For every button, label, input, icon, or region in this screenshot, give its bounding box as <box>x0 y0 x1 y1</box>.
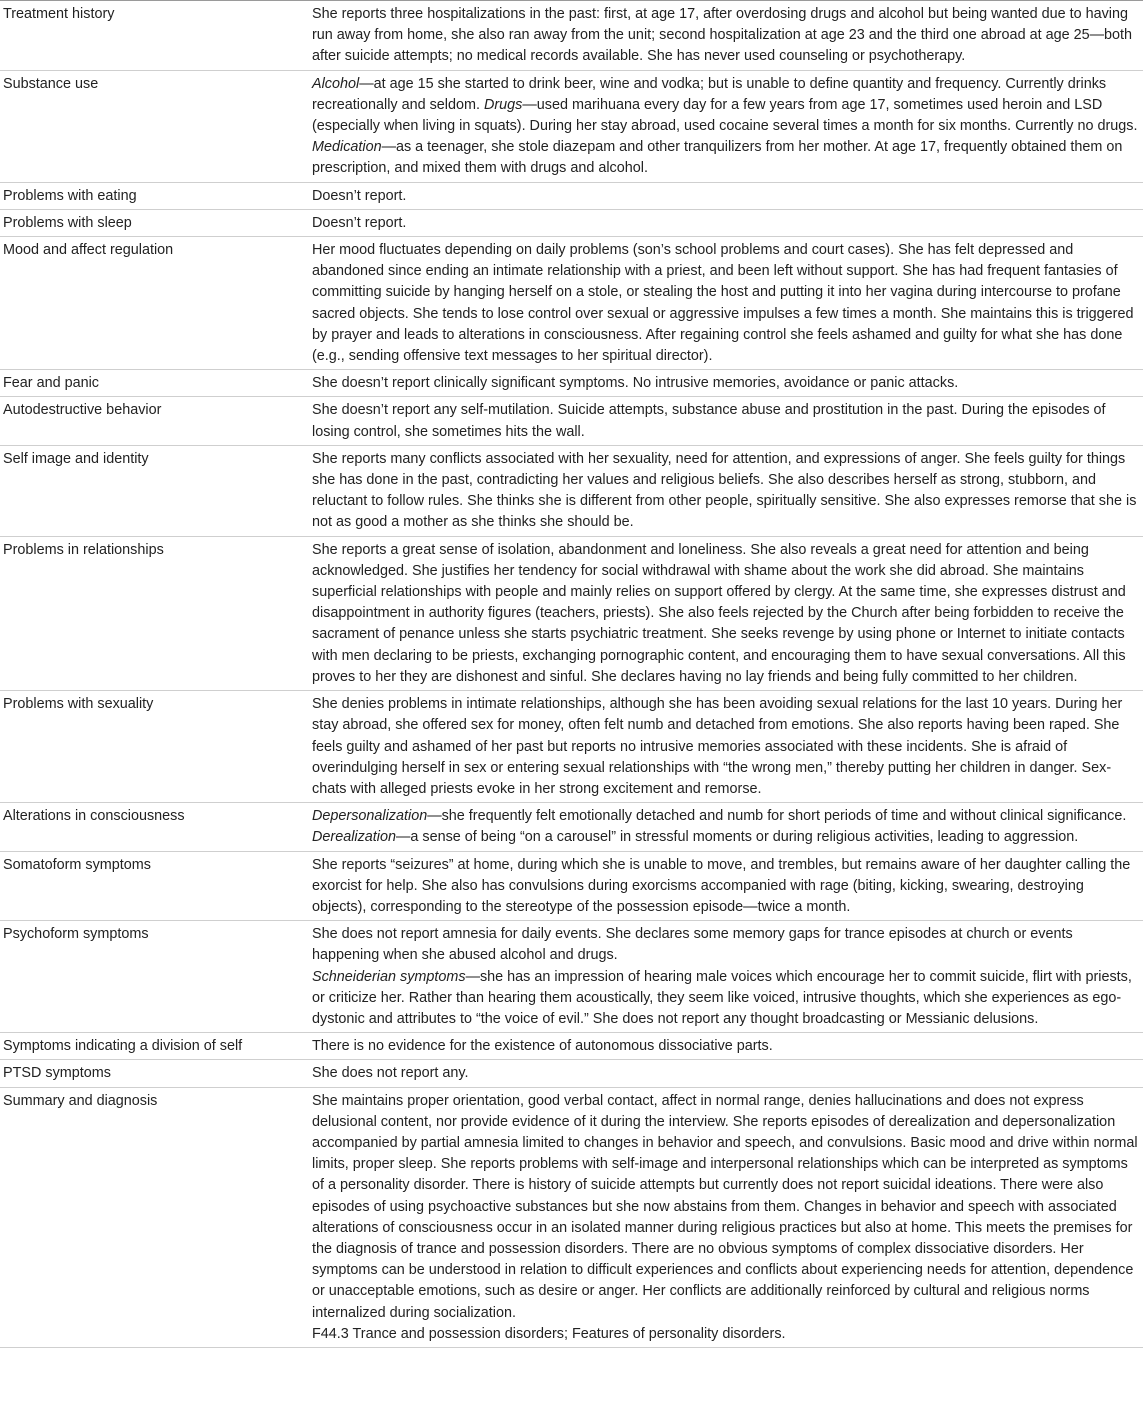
table-row <box>0 1 1143 71</box>
description-text: There is no evidence for the existence of autonomous dissociative parts. <box>312 1038 773 1055</box>
table-row <box>0 1033 1143 1060</box>
row-label: Problems with sexuality <box>3 696 154 713</box>
description-paragraph <box>312 694 1140 800</box>
italic-term: Alcohol <box>312 75 360 92</box>
description-text: —she frequently felt emotionally detached and numb for short periods of time and without clinical significance. <box>427 808 1127 825</box>
italic-term: Medication <box>312 139 382 156</box>
description-paragraph <box>312 449 1140 534</box>
table-row <box>0 445 1143 536</box>
description-text: Doesn’t report. <box>312 214 407 231</box>
description-paragraph <box>312 1324 1140 1345</box>
description-paragraph <box>312 967 1140 1031</box>
description-paragraph <box>312 213 1140 234</box>
row-description <box>310 370 1143 397</box>
description-text: She maintains proper orientation, good verbal contact, affect in normal range, denies hallucinations and does not express delusional content, nor provide evidence of it during the interview. She reports episodes of derealization and depersonalization accompanied by partial amnesia limited to changes in behavior and speech, and convulsions. Basic mood and drive within normal limits, proper sleep. She reports problems with self-image and interpersonal relationships which can be interpreted as symptoms of a personality disorder. There is history of suicide attempts but currently does not report suicidal ideations. There were also episodes of using psychoactive substances but she now abstains from them. Changes in behavior and speech with associated alterations of consciousness occur in an isolated manner during religious practices but also at home. This meets the premises for the diagnosis of trance and possession disorders. There are no obvious symptoms of complex dissociative disorders. Her symptoms can be understood in relation to difficult experiences and conflicts about experiencing needs for attention, dependence or unacceptable emotions, such as desire or anger. Her conflicts are additionally reinforced by cultural and religious norms internalized during socialization. <box>312 1092 1138 1321</box>
description-paragraph <box>312 540 1140 688</box>
row-label: Problems in relationships <box>3 541 164 558</box>
row-description <box>310 1 1143 71</box>
row-description <box>310 691 1143 803</box>
italic-term: Drugs <box>483 96 523 113</box>
table-row <box>0 397 1143 445</box>
row-label: PTSD symptoms <box>3 1065 111 1082</box>
description-text: Her mood fluctuates depending on daily problems (son’s school problems and court cases). She has felt depressed and abandoned since ending an intimate relationship with a priest, and been left without support. She has had frequent fantasies of committing suicide by hanging herself on a stole, or stealing the host and putting it into her vagina during intercourse to profane sacred objects. She tends to lose control over sexual or aggressive impulses a few times a month. She maintains this is triggered by prayer and leads to alterations in consciousness. After regaining control she feels ashamed and guilty for what she has done (e.g., sending offensive text messages to her spiritual director). <box>312 242 1134 365</box>
table-row <box>0 851 1143 921</box>
description-text: She does not report amnesia for daily events. She declares some memory gaps for trance episodes at church or events happening when she abused alcohol and drugs. <box>312 926 1073 964</box>
row-label: Substance use <box>3 75 99 92</box>
row-label: Problems with eating <box>3 187 137 204</box>
row-label: Somatoform symptoms <box>3 856 151 873</box>
description-text: —at age 15 she started to drink beer, wine and vodka; but is unable to define quantity and frequency. Currently drinks recreationally and seldom. <box>312 75 1107 113</box>
description-paragraph <box>312 1036 1140 1057</box>
description-paragraph <box>312 240 1140 367</box>
row-label: Problems with sleep <box>3 214 132 231</box>
row-label: Treatment history <box>3 6 115 22</box>
table-row <box>0 536 1143 690</box>
italic-term: Derealization <box>312 829 396 846</box>
table-row <box>0 237 1143 370</box>
row-description <box>310 536 1143 690</box>
description-text: She doesn’t report clinically significant symptoms. No intrusive memories, avoidance or panic attacks. <box>312 375 959 392</box>
description-text: —used marihuana every day for a few years from age 17, sometimes used heroin and LSD (especially when living in squats). During her stay abroad, used cocaine several times a month for six months. Currently no drugs. <box>312 96 1138 135</box>
description-text: F44.3 Trance and possession disorders; Features of personality disorders. <box>312 1325 786 1342</box>
description-text: She doesn’t report any self-mutilation. Suicide attempts, substance abuse and prostitution in the past. During the episodes of losing control, she sometimes hits the wall. <box>312 402 1106 440</box>
row-label: Symptoms indicating a division of self <box>3 1038 243 1055</box>
description-text: —a sense of being “on a carousel” in stressful moments or during religious activities, leading to aggression. <box>396 829 1079 846</box>
row-label: Mood and affect regulation <box>3 242 174 259</box>
description-paragraph <box>312 4 1140 68</box>
italic-term: Schneiderian symptoms <box>312 968 466 985</box>
description-paragraph <box>312 373 1140 394</box>
row-label: Summary and diagnosis <box>3 1092 158 1109</box>
table-row <box>0 691 1143 803</box>
row-description <box>310 182 1143 209</box>
description-paragraph <box>312 806 1140 848</box>
description-text: —as a teenager, she stole diazepam and other tranquilizers from her mother. At age 17, frequently obtained them on prescription, and mixed them with drugs and alcohol. <box>312 139 1123 177</box>
description-text: She reports a great sense of isolation, abandonment and loneliness. She also reveals a great need for attention and being acknowledged. She justifies her tendency for social withdrawal with shame about the work she did abroad. She maintains superficial relationships with people and mainly relies on support offered by clergy. At the same time, she expresses distrust and disappointment in authority figures (teachers, priests). She also feels rejected by the Church after being forbidden to receive the sacrament of penance unless she starts psychiatric treatment. She seeks revenge by using phone or Internet to initiate contacts with men declaring to be priests, exchanging pornographic content, and encouraging them to have sexual conversations. All this proves to her they are dishonest and sinful. She declares having no lay friends and being fully committed to her children. <box>312 541 1126 685</box>
table-row <box>0 1060 1143 1087</box>
description-text: She reports “seizures” at home, during which she is unable to move, and trembles, but remains aware of her daughter calling the exorcist for help. She also has convulsions during exorcisms accompanied with rage (biting, kicking, swearing, destroying objects), corresponding to the stereotype of the possession episode—twice a month. <box>312 856 1131 915</box>
row-label: Autodestructive behavior <box>3 402 162 419</box>
row-description <box>310 237 1143 370</box>
row-label: Psychoform symptoms <box>3 926 149 943</box>
row-description <box>310 803 1143 851</box>
row-description <box>310 851 1143 921</box>
description-paragraph <box>312 400 1140 442</box>
description-text: She reports three hospitalizations in the past: first, at age 17, after overdosing drugs and alcohol but being wanted due to having run away from home, she also ran away from the unit; second hospitalization at age 23 and the third one abroad at age 25—both after suicide attempts; no medical records available. She has never used counseling or psychotherapy. <box>312 6 1132 65</box>
row-label: Self image and identity <box>3 450 149 467</box>
assessment-table-body <box>0 1 1143 1348</box>
description-paragraph <box>312 1091 1140 1324</box>
description-text: She denies problems in intimate relationships, although she has been avoiding sexual relations for the last 10 years. During her stay abroad, she offered sex for money, often felt numb and detached from emotions. She also reports having been raped. She feels guilty and ashamed of her past but reports no intrusive memories associated with these incidents. She is afraid of overindulging herself in sex or entering sexual relationships with “the wrong men,” thereby putting her children in danger. Sex-chats with alleged priests evoke in her strong excitement and remorse. <box>312 696 1123 797</box>
description-text: She does not report any. <box>312 1065 469 1082</box>
row-description <box>310 921 1143 1033</box>
description-paragraph <box>312 74 1140 180</box>
table-row <box>0 1087 1143 1347</box>
table-row <box>0 370 1143 397</box>
row-label: Fear and panic <box>3 375 99 392</box>
italic-term: Depersonalization <box>312 808 428 825</box>
table-row <box>0 70 1143 182</box>
description-paragraph <box>312 855 1140 919</box>
row-label: Alterations in consciousness <box>3 808 185 825</box>
row-description <box>310 1087 1143 1347</box>
description-paragraph <box>312 924 1140 966</box>
row-description <box>310 397 1143 445</box>
description-text: —she has an impression of hearing male voices which encourage her to commit suicide, flirt with priests, or criticize her. Rather than hearing them acoustically, they seem like voiced, intrusive thoughts, which she experiences as ego-dystonic and attributes to “the voice of evil.” She does not report any thought broadcasting or Messianic delusions. <box>312 968 1132 1027</box>
table-row <box>0 921 1143 1033</box>
description-text: Doesn’t report. <box>312 187 407 204</box>
row-description <box>310 1060 1143 1087</box>
row-description <box>310 209 1143 236</box>
description-text: She reports many conflicts associated with her sexuality, need for attention, and expressions of anger. She feels guilty for things she has done in the past, contradicting her values and religious beliefs. She also describes herself as strong, stubborn, and reluctant to follow rules. She thinks she is different from other people, spiritually sensitive. She also expresses remorse that she is not as good a mother as she thinks she should be. <box>312 450 1137 531</box>
description-paragraph <box>312 1063 1140 1084</box>
description-paragraph <box>312 186 1140 207</box>
row-description <box>310 1033 1143 1060</box>
table-row <box>0 209 1143 236</box>
table-row <box>0 803 1143 851</box>
row-description <box>310 445 1143 536</box>
table-row <box>0 182 1143 209</box>
row-description <box>310 70 1143 182</box>
